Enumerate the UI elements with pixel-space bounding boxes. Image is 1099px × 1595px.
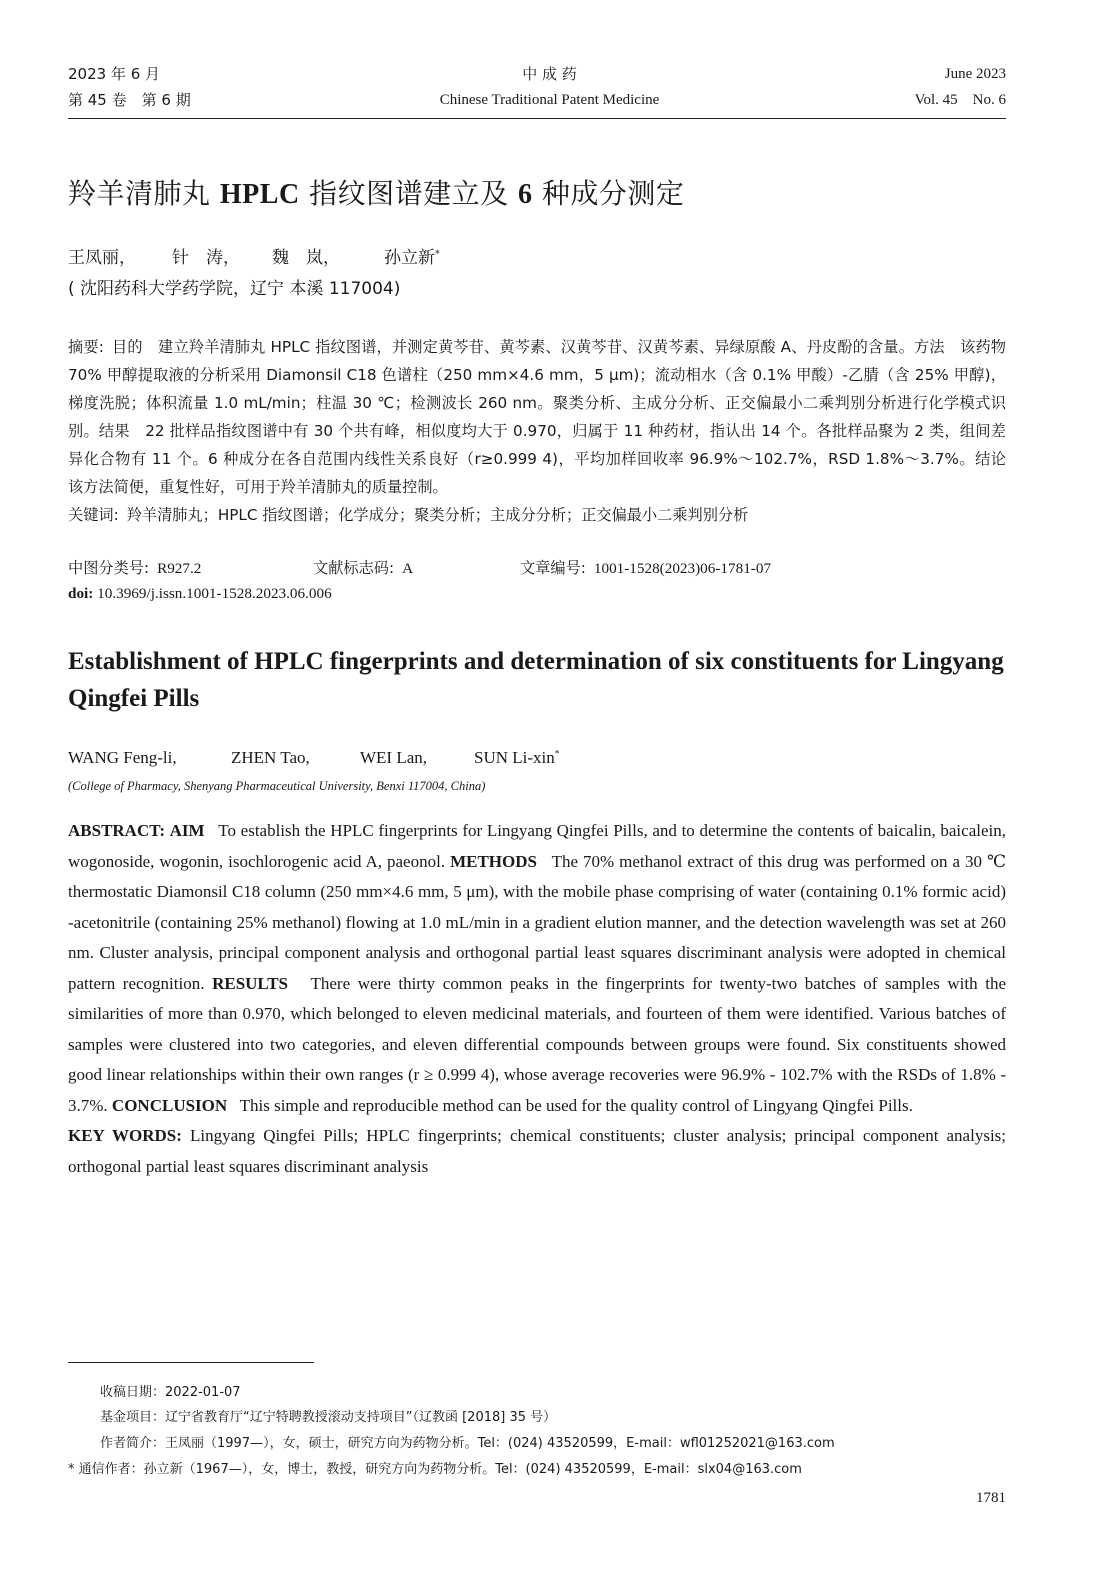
en-author-2: ZHEN Tao, xyxy=(231,748,310,767)
en-author-1: WANG Feng-li, xyxy=(68,748,177,767)
en-abstract xyxy=(68,816,1006,1182)
en-author-3: WEI Lan, xyxy=(360,748,428,767)
results-label: RESULTS xyxy=(212,973,288,993)
methods-label: METHODS xyxy=(450,851,537,871)
conclusion-label: CONCLUSION xyxy=(111,1095,228,1115)
en-keywords-label: KEY WORDS: xyxy=(68,1126,182,1145)
methods-text: The 70% methanol extract of this drug was performed on a 30 ℃ thermostatic Diamonsil C18 column (250 mm×4.6 mm, 5 μm), with the mobile phase comprising of water (containing 0.1% formic acid) -acetonitrile (containing 25% methanol) flowing at 1.0 mL/min in a gradient elution manner, and the detection wavelength was set at 260 nm. Cluster analysis, principal component analysis and orthogonal partial least squares discriminant analysis were adopted in chemical pattern recognition. xyxy=(68,851,1007,993)
cn-abstract xyxy=(68,333,1022,529)
cn-author-4: 孙立新 xyxy=(384,248,435,268)
cn-author-3: 魏 岚， xyxy=(272,248,340,268)
clc-label: 中图分类号: xyxy=(68,559,150,577)
article-no-label: 文章编号: xyxy=(520,559,586,577)
footnote-received: 收稿日期：2022-01-07 xyxy=(100,1385,241,1400)
en-author-mark: * xyxy=(554,749,560,760)
en-authors xyxy=(68,748,559,768)
header-date-en: June 2023 xyxy=(944,66,1006,82)
header-journal-cn: 中 成 药 xyxy=(522,65,577,83)
en-affiliation: (College of Pharmacy, Shenyang Pharmaceutical University, Benxi 117004, China) xyxy=(68,779,486,793)
cn-title: 羚羊清肺丸 HPLC 指纹图谱建立及 6 种成分测定 xyxy=(68,177,685,210)
cn-abstract-label: 摘要: xyxy=(68,338,104,356)
footnote-fund: 基金项目：辽宁省教育厅“辽宁特聘教授滚动支持项目”（辽教函 [2018] 35 号） xyxy=(100,1410,557,1425)
en-abstract-label: ABSTRACT: xyxy=(68,821,165,840)
doi-label: doi: xyxy=(68,585,94,602)
page-number: 1781 xyxy=(976,1490,1006,1506)
header-volume-en: Vol. 45 No. 6 xyxy=(914,92,1006,108)
article-no-value: 1001-1528(2023)06-1781-07 xyxy=(593,560,772,577)
cn-author-mark: * xyxy=(435,248,440,260)
cn-keywords-label: 关键词: xyxy=(68,506,119,524)
header-date-cn: 2023 年 6 月 xyxy=(68,65,161,83)
footnote-corresponding: * 通信作者：孙立新（1967—），女，博士，教授，研究方向为药物分析。Tel：(024) 43520599，E-mail：slx04@163.com xyxy=(68,1462,802,1477)
cn-abstract-text: 目的 建立羚羊清肺丸 HPLC 指纹图谱，并测定黄芩苷、黄芩素、汉黄芩苷、汉黄芩素、异绿原酸 A、丹皮酚的含量。方法 该药物 70% 甲醇提取液的分析采用 Diamonsil C18 色谱柱（250 mm×4.6 mm，5 μm)；流动相水（含 0.1% 甲酸）-乙腈（含 25% 甲醇)，梯度洗脱；体积流量 1.0 mL/min；柱温 30 ℃；检测波长 260 nm。聚类分析、主成分分析、正交偏最小二乘判别分析进行化学模式识别。结果 22 批样品指纹图谱中有 30 个共有峰，相似度均大于 0.970，归属于 11 种药材，指认出 14 个。各批样品聚为 2 类，组间差异化合物有 11 个。6 种成分在各自范围内线性关系良好（r≥0.999 4)，平均加样回收率 96.9%～102.7%，RSD 1.8%～3.7%。结论 该方法简便，重复性好，可用于羚羊清肺丸的质量控制。 xyxy=(68,338,1022,496)
header-journal-en: Chinese Traditional Patent Medicine xyxy=(439,92,660,108)
doc-code-value: A xyxy=(402,560,414,577)
cn-author-2: 针 涛， xyxy=(172,248,240,268)
cn-keywords: 羚羊清肺丸；HPLC 指纹图谱；化学成分；聚类分析；主成分分析；正交偏最小二乘判别分析 xyxy=(126,506,749,524)
aim-label: AIM xyxy=(169,821,205,840)
header-volume-cn: 第 45 卷 第 6 期 xyxy=(68,91,191,109)
aim-text: To establish the HPLC fingerprints for Lingyang Qingfei Pills, and to determine the contents of baicalin, baicalein, wogonoside, wogonin, isochlorogenic acid A, paeonol. xyxy=(68,821,1006,871)
doi-value: 10.3969/j.issn.1001-1528.2023.06.006 xyxy=(97,585,332,602)
en-title: Establishment of HPLC fingerprints and determination of six constituents for Lingyang Qingfei Pills xyxy=(68,648,1004,712)
cn-affiliation: ( 沈阳药科大学药学院，辽宁 本溪 117004) xyxy=(68,279,401,299)
conclusion-text: This simple and reproducible method can be used for the quality control of Lingyang Qingfei Pills. xyxy=(239,1095,913,1115)
footnote-rule xyxy=(68,1362,314,1363)
results-text: There were thirty common peaks in the fingerprints for twenty-two batches of samples with the similarities of more than 0.970, which belonged to eleven medicinal materials, and fourteen of them were identified. Various batches of samples were clustered into two categories, and eleven differential compounds between groups were found. Six constituents showed good linear relationships within their own ranges (r ≥ 0.999 4), whose average recoveries were 96.9% - 102.7% with the RSDs of 1.8% - 3.7%. xyxy=(68,973,1006,1115)
clc-value: R927.2 xyxy=(157,560,202,577)
en-keywords: Lingyang Qingfei Pills; HPLC fingerprints; chemical constituents; cluster analysis; principal component analysis; orthogonal partial least squares discriminant analysis xyxy=(68,1126,1007,1176)
doc-code-label: 文献标志码: xyxy=(313,559,395,577)
header-rule xyxy=(68,118,1006,119)
cn-authors xyxy=(68,243,440,268)
cn-author-1: 王凤丽， xyxy=(68,248,136,268)
doi-row xyxy=(68,585,332,603)
en-author-4: SUN Li-xin xyxy=(474,748,555,767)
footnote-author-bio: 作者简介：王凤丽（1997—），女，硕士，研究方向为药物分析。Tel：(024) 43520599，E-mail：wfl01252021@163.com xyxy=(100,1436,835,1451)
